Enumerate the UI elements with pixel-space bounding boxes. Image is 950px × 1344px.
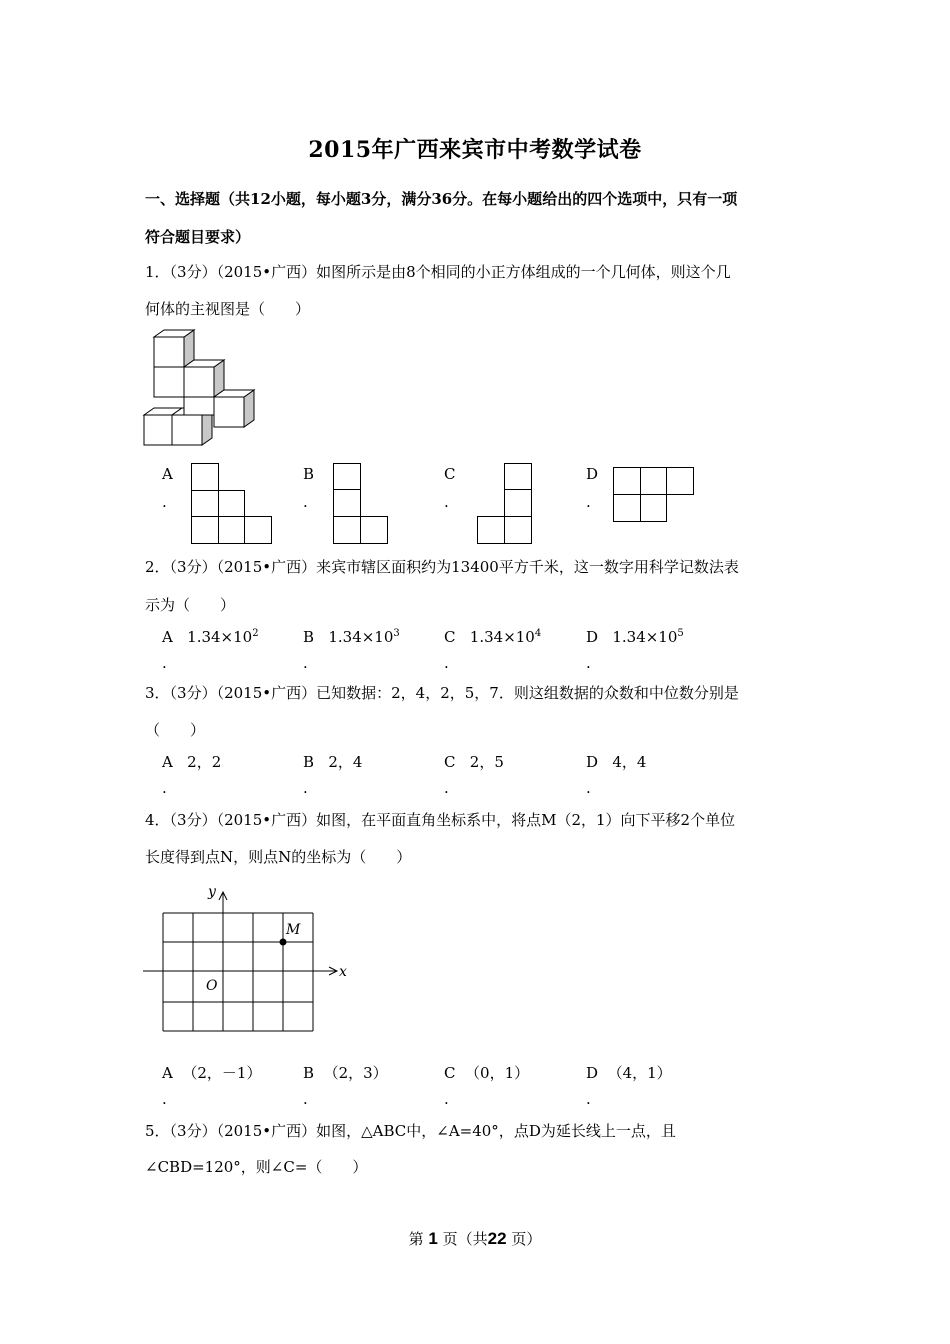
q3-option-b-letter: B — [303, 753, 315, 771]
q3-text-line1: 3．（3分）（2015•广西）已知数据：2，4，2，5，7．则这组数据的众数和中位数分别是 — [145, 684, 739, 702]
q1-text-line1: 1．（3分）（2015•广西）如图所示是由8个相同的小正方体组成的一个几何体，则这个几 — [145, 263, 731, 281]
q2-option-b-exp: 3 — [393, 628, 400, 639]
q1-option-c-figure[interactable] — [477, 463, 533, 544]
q4-option-a[interactable] — [162, 1063, 261, 1083]
q4-option-d[interactable] — [586, 1063, 672, 1083]
q1-option-a-figure[interactable] — [191, 463, 273, 544]
q5-text-line2: ∠CBD=120°，则∠C=（ ） — [145, 1158, 368, 1176]
q2-option-a[interactable] — [162, 627, 259, 647]
q1-option-a-dot: . — [162, 493, 167, 511]
q1-option-b-letter[interactable]: B — [303, 465, 315, 483]
q1-option-b-figure[interactable] — [333, 463, 389, 544]
q4-option-c-letter: C — [444, 1064, 456, 1082]
q4-option-b-dot: . — [303, 1090, 308, 1108]
section-heading-line2: 符合题目要求） — [145, 228, 251, 246]
q1-cube-figure — [142, 330, 257, 450]
q4-coordinate-figure — [140, 880, 355, 1035]
q2-option-c-base: 1.34×10 — [469, 628, 535, 646]
q2-option-c-dot: . — [444, 654, 449, 672]
q5-text-line1: 5．（3分）（2015•广西）如图，△ABC中，∠A=40°，点D为延长线上一点，且 — [145, 1122, 676, 1140]
q1-option-d-figure[interactable] — [613, 467, 696, 523]
q4-option-d-dot: . — [586, 1090, 591, 1108]
q2-text-line2: 示为（ ） — [145, 596, 236, 614]
q1-text-line2: 何体的主视图是（ ） — [145, 300, 311, 318]
q4-option-c[interactable] — [444, 1063, 529, 1083]
point-m — [280, 939, 287, 946]
q2-text-line1: 2．（3分）（2015•广西）来宾市辖区面积约为13400平方千米，这一数字用科学记数法表 — [145, 558, 739, 576]
q4-option-b-letter: B — [303, 1064, 315, 1082]
y-axis-label: y — [208, 884, 216, 900]
q3-option-d-letter: D — [586, 753, 599, 771]
q2-option-a-dot: . — [162, 654, 167, 672]
footer-total-pages: 22 — [487, 1229, 507, 1248]
q2-option-a-letter: A — [162, 628, 173, 646]
q4-option-b-text: （2，3） — [323, 1064, 388, 1082]
q1-option-a-letter[interactable]: A — [162, 465, 173, 483]
q2-option-b[interactable] — [303, 627, 400, 647]
footer-middle: 页（共 — [442, 1230, 488, 1248]
q2-option-d-base: 1.34×10 — [612, 628, 678, 646]
q4-option-a-letter: A — [162, 1064, 173, 1082]
q3-option-d[interactable] — [586, 752, 646, 772]
q2-option-a-exp: 2 — [252, 628, 259, 639]
section-heading-line1: 一、选择题（共12小题，每小题3分，满分36分。在每小题给出的四个选项中，只有一项 — [145, 190, 738, 208]
q2-option-d[interactable] — [586, 627, 684, 647]
page-title: 2015年广西来宾市中考数学试卷 — [308, 137, 642, 163]
q2-option-a-base: 1.34×10 — [187, 628, 253, 646]
q3-option-b-text: 2，4 — [328, 753, 363, 771]
q2-option-c-exp: 4 — [534, 628, 542, 639]
q4-option-a-dot: . — [162, 1090, 167, 1108]
page-footer — [0, 1228, 950, 1249]
origin-label: O — [206, 978, 218, 994]
q2-option-b-base: 1.34×10 — [328, 628, 394, 646]
footer-suffix: 页） — [511, 1230, 542, 1248]
q1-option-c-dot: . — [444, 493, 449, 511]
x-axis-label: x — [339, 964, 347, 980]
q3-option-a[interactable] — [162, 752, 221, 772]
q4-option-d-text: （4，1） — [607, 1064, 672, 1082]
q3-option-d-text: 4，4 — [612, 753, 647, 771]
point-m-label: M — [286, 922, 301, 938]
q3-option-c[interactable] — [444, 752, 504, 772]
q4-text-line1: 4．（3分）（2015•广西）如图，在平面直角坐标系中，将点M（2，1）向下平移2个单位 — [145, 811, 736, 829]
q3-option-d-dot: . — [586, 779, 591, 797]
q2-option-d-exp: 5 — [677, 628, 684, 639]
q4-option-c-text: （0，1） — [465, 1064, 530, 1082]
q3-option-b-dot: . — [303, 779, 308, 797]
q4-option-c-dot: . — [444, 1090, 449, 1108]
q3-option-a-letter: A — [162, 753, 173, 771]
q3-option-b[interactable] — [303, 752, 362, 772]
footer-page-number: 1 — [428, 1229, 438, 1248]
q3-option-c-text: 2，5 — [469, 753, 504, 771]
q4-option-d-letter: D — [586, 1064, 599, 1082]
q3-option-c-dot: . — [444, 779, 449, 797]
q1-option-c-letter[interactable]: C — [444, 465, 456, 483]
q3-option-a-text: 2，2 — [187, 753, 222, 771]
q4-option-a-text: （2，－1） — [182, 1064, 262, 1082]
q2-option-c[interactable] — [444, 627, 541, 647]
q2-option-b-dot: . — [303, 654, 308, 672]
q1-option-b-dot: . — [303, 493, 308, 511]
q3-option-c-letter: C — [444, 753, 456, 771]
footer-prefix: 第 — [408, 1230, 424, 1248]
q2-option-c-letter: C — [444, 628, 456, 646]
q4-text-line2: 长度得到点N，则点N的坐标为（ ） — [145, 848, 412, 866]
q2-option-b-letter: B — [303, 628, 315, 646]
q1-option-d-letter[interactable]: D — [586, 465, 599, 483]
q3-option-a-dot: . — [162, 779, 167, 797]
q1-option-d-dot: . — [586, 493, 591, 511]
q3-text-line2: （ ） — [145, 721, 206, 739]
q2-option-d-letter: D — [586, 628, 599, 646]
q2-option-d-dot: . — [586, 654, 591, 672]
q4-option-b[interactable] — [303, 1063, 388, 1083]
